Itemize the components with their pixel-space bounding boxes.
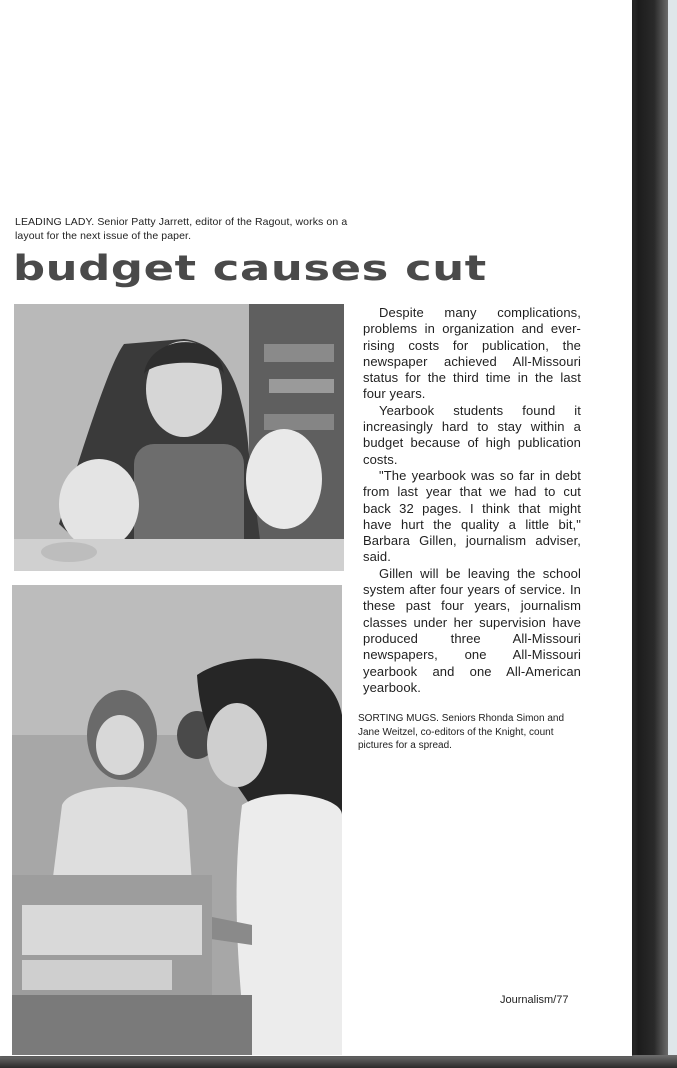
scan-background-edge xyxy=(668,0,677,1068)
photo-leading-lady xyxy=(14,304,344,571)
article-paragraph: Despite many complications, problems in organization and ever-rising costs for publication, the newspaper achieved All-Missouri status for the third time in the last four years. xyxy=(363,305,581,402)
article-paragraph: Yearbook students found it increasingly hard to stay within a budget because of high publication costs. xyxy=(363,402,581,467)
headline: budget causes cut xyxy=(13,248,487,289)
page-folio: Journalism/77 xyxy=(500,994,569,1006)
bottom-photo-caption: SORTING MUGS. Seniors Rhonda Simon and Jane Weitzel, co-editors of the Knight, count pictures for a spread. xyxy=(358,713,565,751)
photo-leading-lady-image xyxy=(14,304,344,571)
photo-sorting-mugs-image xyxy=(12,585,342,1055)
article-paragraph: Gillen will be leaving the school system after four years of service. In these past four years, journalism classes under her supervision have produced three All-Missouri newspapers, one All-Missouri yearbook and one All-American yearbook. xyxy=(363,565,581,695)
photo-sorting-mugs xyxy=(12,585,342,1055)
article-paragraph: "The yearbook was so far in debt from last year that we had to cut back 32 pages. I think that might have hurt the quality a little bit," Barbara Gillen, journalism adviser, said. xyxy=(363,467,581,565)
article-body xyxy=(363,305,581,696)
scan-bottom-shadow xyxy=(0,1055,677,1068)
top-photo-caption: LEADING LADY. Senior Patty Jarrett, editor of the Ragout, works on a layout for the next issue of the paper. xyxy=(15,216,348,242)
